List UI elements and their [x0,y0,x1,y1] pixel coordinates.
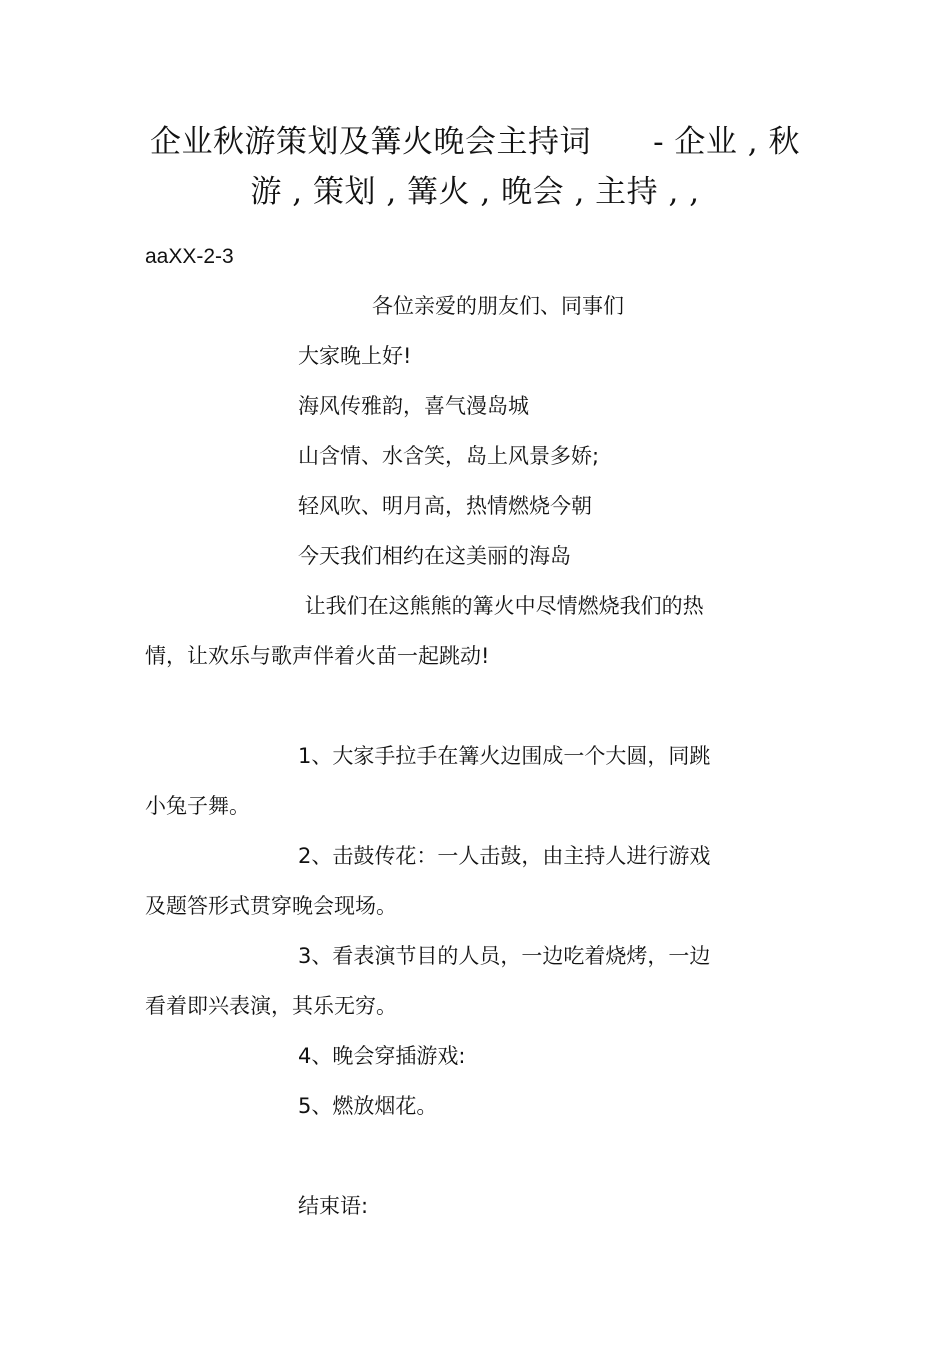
activity-item-2-continued: 及题答形式贯穿晚会现场。 [145,894,397,918]
activity-item-1-continued: 小兔子舞。 [145,794,250,818]
paragraph-line-2: 情，让欢乐与歌声伴着火苗一起跳动! [145,644,490,668]
activity-item-2: 2、击鼓传花：一人击鼓，由主持人进行游戏 [298,844,711,868]
paragraph-line-1: 让我们在这熊熊的篝火中尽情燃烧我们的热 [298,594,704,618]
opening-line: 山含情、水含笑，岛上风景多娇; [298,444,600,468]
opening-line: 海风传雅韵，喜气漫岛城 [298,394,529,418]
closing-label: 结束语: [298,1194,369,1218]
activity-item-1: 1、大家手拉手在篝火边围成一个大圆，同跳 [298,744,711,768]
activity-item-4: 4、晚会穿插游戏: [298,1044,466,1068]
document-title-line-1: 企业秋游策划及篝火晚会主持词 - 企业 , 秋 [149,124,800,160]
document-title-line-2: 游 , 策划 , 篝火 , 晚会 , 主持 , , [250,174,700,210]
opening-line: 轻风吹、明月高，热情燃烧今朝 [298,494,592,518]
activity-item-3-continued: 看着即兴表演，其乐无穷。 [145,994,397,1018]
document-date: aaXX-2-3 [145,245,234,268]
opening-line: 今天我们相约在这美丽的海岛 [298,544,571,568]
greeting: 各位亲爱的朋友们、同事们 [372,294,624,318]
opening-line: 大家晚上好! [298,344,412,368]
activity-item-3: 3、看表演节目的人员，一边吃着烧烤，一边 [298,944,711,968]
activity-item-5: 5、燃放烟花。 [298,1094,438,1118]
